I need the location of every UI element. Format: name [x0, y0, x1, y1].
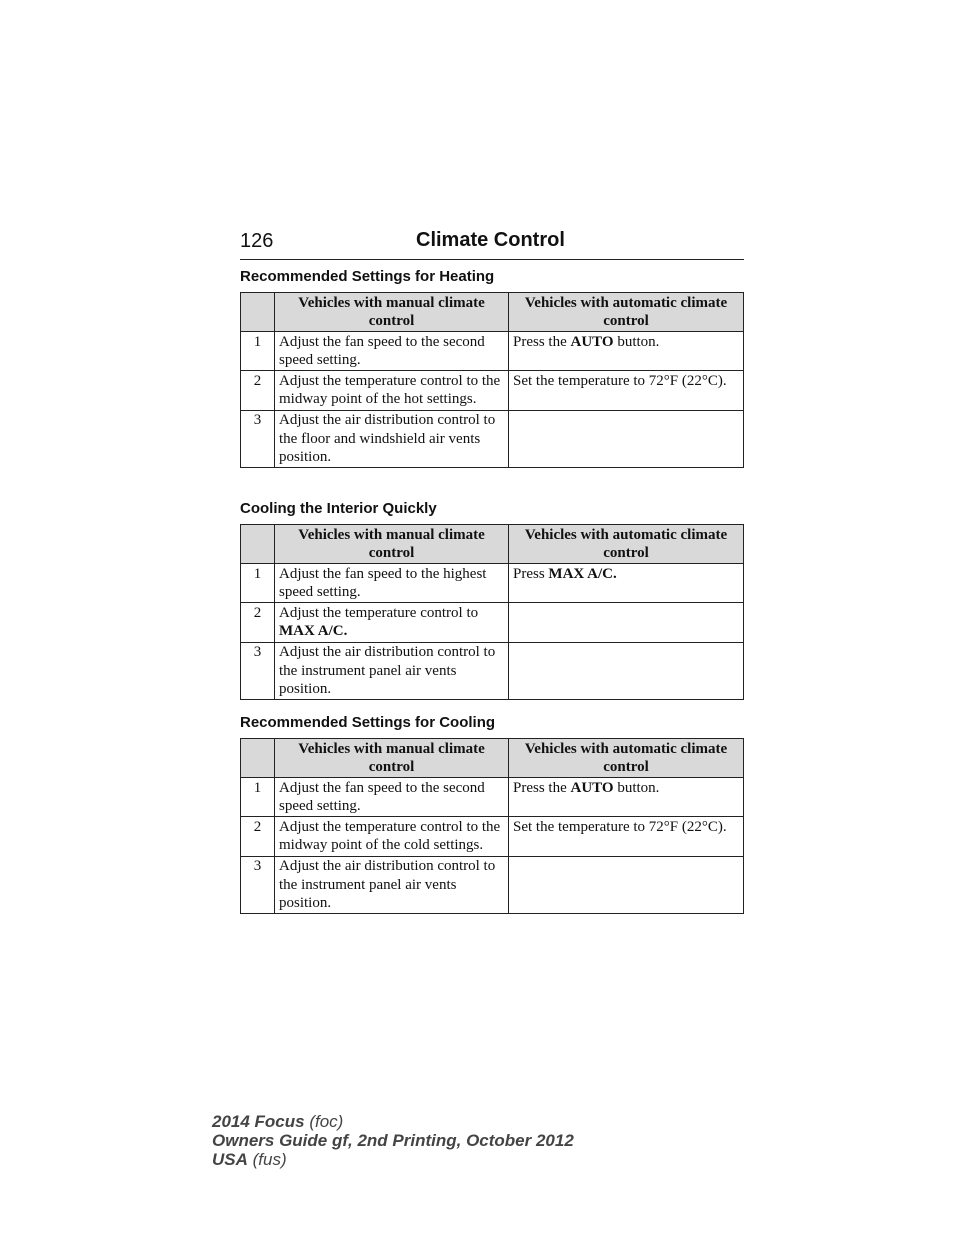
- manual-instruction: Adjust the air distribution control to the floor and windshield air vents position.: [275, 410, 509, 468]
- table-row: [241, 642, 744, 700]
- footer-model-line: [212, 1112, 574, 1131]
- section-heading-cooling: Recommended Settings for Cooling: [240, 714, 496, 731]
- table-row: [241, 332, 744, 371]
- table-row: [241, 603, 744, 642]
- step-number: 3: [241, 642, 275, 700]
- manual-instruction: Adjust the fan speed to the second speed setting.: [275, 332, 509, 371]
- step-number: 2: [241, 817, 275, 856]
- automatic-instruction: Press the AUTO button.: [509, 332, 744, 371]
- manual-instruction: Adjust the fan speed to the second speed setting.: [275, 778, 509, 817]
- step-number: 2: [241, 603, 275, 642]
- automatic-instruction: [509, 410, 744, 468]
- header-number-cell: [241, 525, 275, 564]
- table-row: [241, 410, 744, 468]
- footer-model-code: (foc): [309, 1112, 344, 1131]
- automatic-instruction: Press MAX A/C.: [509, 564, 744, 603]
- step-number: 1: [241, 564, 275, 603]
- table-row: [241, 564, 744, 603]
- page-title: Climate Control: [416, 229, 565, 251]
- step-number: 3: [241, 856, 275, 914]
- header-manual: Vehicles with manual climate control: [275, 525, 509, 564]
- section-heading-cooling-quickly: Cooling the Interior Quickly: [240, 500, 437, 517]
- table-header-row: [241, 293, 744, 332]
- header-manual: Vehicles with manual climate control: [275, 739, 509, 778]
- manual-instruction: Adjust the temperature control to the midway point of the hot settings.: [275, 371, 509, 410]
- header-number-cell: [241, 293, 275, 332]
- manual-instruction: Adjust the temperature control to the midway point of the cold settings.: [275, 817, 509, 856]
- manual-instruction: Adjust the air distribution control to the instrument panel air vents position.: [275, 856, 509, 914]
- manual-instruction: Adjust the fan speed to the highest speed setting.: [275, 564, 509, 603]
- table-row: [241, 778, 744, 817]
- header-automatic: Vehicles with automatic climate control: [509, 293, 744, 332]
- header-number-cell: [241, 739, 275, 778]
- footer-model: 2014 Focus: [212, 1112, 305, 1131]
- manual-instruction: Adjust the temperature control to MAX A/C.: [275, 603, 509, 642]
- cooling-settings-table: [240, 738, 744, 914]
- footer-guide-line: [212, 1131, 574, 1150]
- automatic-instruction: [509, 856, 744, 914]
- footer-region: USA: [212, 1150, 248, 1169]
- automatic-instruction: Press the AUTO button.: [509, 778, 744, 817]
- footer-region-line: [212, 1150, 574, 1169]
- table-row: [241, 856, 744, 914]
- table-row: [241, 371, 744, 410]
- header-automatic: Vehicles with automatic climate control: [509, 739, 744, 778]
- page-footer: [212, 1112, 574, 1169]
- automatic-instruction: Set the temperature to 72°F (22°C).: [509, 371, 744, 410]
- page-number: 126: [240, 230, 274, 252]
- step-number: 3: [241, 410, 275, 468]
- step-number: 1: [241, 332, 275, 371]
- automatic-instruction: [509, 603, 744, 642]
- manual-instruction: Adjust the air distribution control to the instrument panel air vents position.: [275, 642, 509, 700]
- header-automatic: Vehicles with automatic climate control: [509, 525, 744, 564]
- page-header: [240, 228, 744, 260]
- table-header-row: [241, 739, 744, 778]
- step-number: 2: [241, 371, 275, 410]
- section-heading-heating: Recommended Settings for Heating: [240, 268, 495, 285]
- table-row: [241, 817, 744, 856]
- cooling-quickly-table: [240, 524, 744, 700]
- table-header-row: [241, 525, 744, 564]
- heating-settings-table: [240, 292, 744, 468]
- header-manual: Vehicles with manual climate control: [275, 293, 509, 332]
- step-number: 1: [241, 778, 275, 817]
- automatic-instruction: [509, 642, 744, 700]
- footer-region-code: (fus): [252, 1150, 287, 1169]
- footer-guide: Owners Guide gf, 2nd Printing, October 2012: [212, 1131, 574, 1150]
- automatic-instruction: Set the temperature to 72°F (22°C).: [509, 817, 744, 856]
